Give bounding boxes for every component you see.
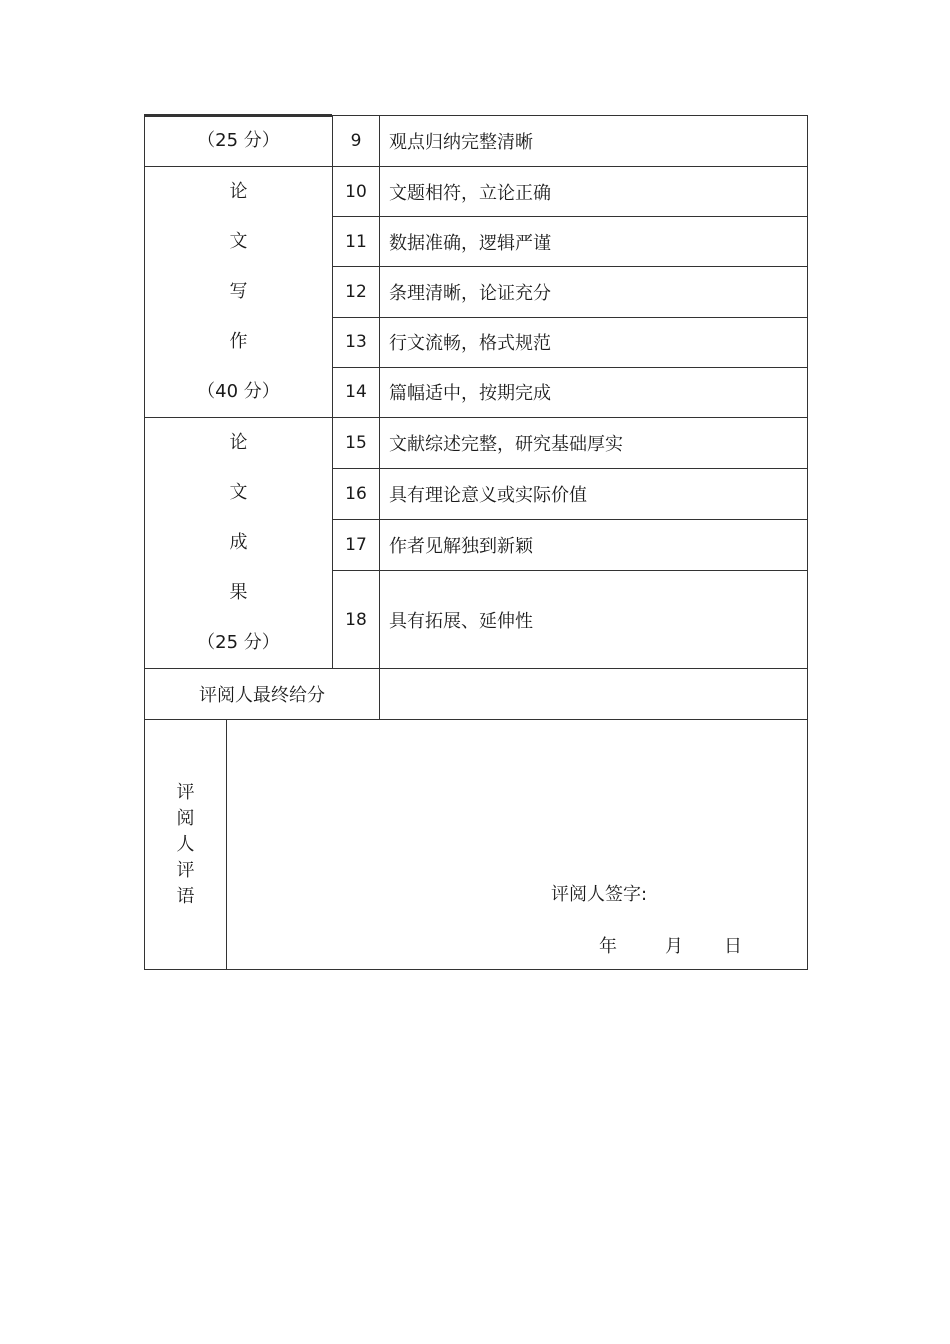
item-number: 16 [333, 469, 380, 520]
final-score-label: 评阅人最终给分 [145, 669, 380, 720]
comment-label-char: 阅 [176, 807, 195, 829]
item-criterion: 数据准确，逻辑严谨 [380, 217, 808, 267]
comment-cell [145, 720, 808, 970]
item-criterion: 文献综述完整，研究基础厚实 [380, 418, 808, 469]
item-number: 9 [333, 116, 380, 167]
table-row [145, 167, 808, 217]
category-cell-prev [145, 116, 333, 167]
item-criterion: 作者见解独到新颖 [380, 520, 808, 571]
category-char: 论 [229, 181, 248, 202]
item-criterion: 篇幅适中，按期完成 [380, 367, 808, 417]
category-char: 论 [229, 432, 248, 453]
final-score-field[interactable] [380, 669, 808, 720]
category-char: 果 [229, 582, 248, 603]
category-score: （25 分） [197, 130, 280, 151]
comment-label-char: 语 [176, 885, 195, 907]
category-score: （40 分） [197, 381, 280, 402]
item-number: 10 [333, 167, 380, 217]
table-row [145, 418, 808, 469]
category-score: （25 分） [197, 632, 280, 653]
item-number: 14 [333, 367, 380, 417]
comment-row [145, 720, 808, 970]
item-criterion: 条理清晰，论证充分 [380, 267, 808, 317]
comment-label [177, 780, 195, 910]
item-number: 15 [333, 418, 380, 469]
category-char: 作 [229, 331, 248, 352]
signature-label: 评阅人签字: [551, 884, 648, 905]
final-score-row [145, 669, 808, 720]
date-year-label: 年 [599, 936, 617, 957]
item-criterion: 行文流畅，格式规范 [380, 317, 808, 367]
category-char: 文 [229, 482, 248, 503]
item-criterion: 文题相符，立论正确 [380, 167, 808, 217]
item-criterion: 具有理论意义或实际价值 [380, 469, 808, 520]
category-char: 文 [229, 231, 248, 252]
evaluation-table [144, 115, 808, 970]
category-char: 成 [229, 532, 248, 553]
comment-label-char: 人 [176, 833, 195, 855]
date-day-label: 日 [724, 936, 742, 957]
item-number: 17 [333, 520, 380, 571]
comment-label-char: 评 [176, 781, 195, 803]
comment-label-char: 评 [176, 859, 195, 881]
item-criterion: 具有拓展、延伸性 [380, 571, 808, 669]
category-cell-results [145, 418, 333, 669]
item-criterion: 观点归纳完整清晰 [380, 116, 808, 167]
category-char: 写 [229, 281, 248, 302]
item-number: 12 [333, 267, 380, 317]
category-cell-writing [145, 167, 333, 418]
comment-label-cell [145, 720, 227, 969]
item-number: 11 [333, 217, 380, 267]
comment-body[interactable] [227, 720, 807, 969]
table-row [145, 116, 808, 167]
date-month-label: 月 [665, 936, 683, 957]
item-number: 18 [333, 571, 380, 669]
item-number: 13 [333, 317, 380, 367]
